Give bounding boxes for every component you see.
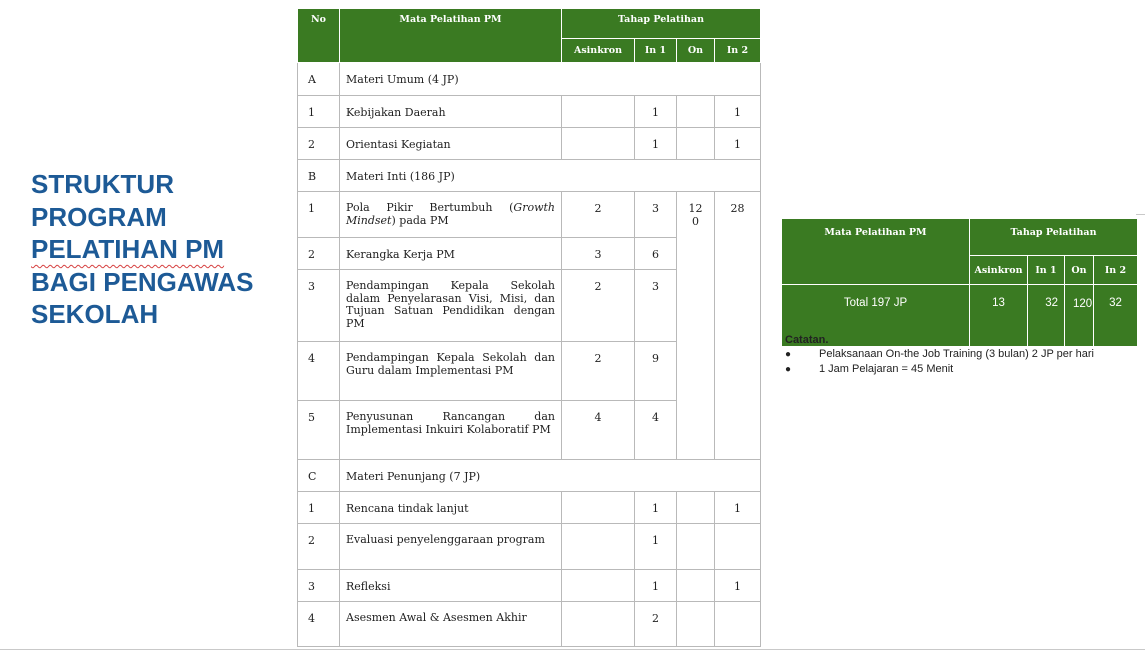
- edge-divider: [1136, 214, 1145, 215]
- row-subject: Asesmen Awal & Asesmen Akhir: [340, 602, 562, 647]
- title-line-2: PROGRAM: [31, 201, 167, 232]
- row-subject: [340, 192, 562, 238]
- bullet-icon: ●: [785, 349, 792, 360]
- header-in2: In 2: [715, 39, 761, 63]
- note-text: Pelaksanaan On-the Job Training (3 bulan) 2 JP per hari: [819, 348, 1094, 360]
- table-row: [298, 128, 761, 160]
- section-title: Materi Umum (4 JP): [340, 63, 761, 96]
- summary-header-in2: In 2: [1094, 256, 1138, 285]
- summary-in1: 32: [1028, 285, 1065, 347]
- summary-total-label: Total 197 JP: [782, 285, 970, 347]
- summary-header-stages: Tahap Pelatihan: [970, 219, 1138, 256]
- summary-header-asinkron: Asinkron: [970, 256, 1028, 285]
- row-subject: Refleksi: [340, 570, 562, 602]
- row-no: 1: [298, 96, 340, 128]
- row-in1: 4: [635, 401, 677, 460]
- row-in2: 1: [715, 128, 761, 160]
- notes-title: Catatan.: [785, 334, 829, 346]
- note-item: [785, 362, 1094, 377]
- row-asinkron: [562, 128, 635, 160]
- row-subject: Evaluasi penyelenggaraan program: [340, 524, 562, 570]
- table-row: [298, 570, 761, 602]
- section-title: Materi Inti (186 JP): [340, 160, 761, 192]
- row-in1: 3: [635, 270, 677, 342]
- subject-suffix: ) pada PM: [391, 213, 449, 227]
- note-item: [785, 347, 1094, 362]
- row-subject: Rencana tindak lanjut: [340, 492, 562, 524]
- summary-asinkron: 13: [970, 285, 1028, 347]
- summary-header-in1: In 1: [1028, 256, 1065, 285]
- row-on: [677, 570, 715, 602]
- row-in2: [715, 524, 761, 570]
- section-title: Materi Penunjang (7 JP): [340, 460, 761, 492]
- row-subject: Penyusunan Rancangan dan Implementasi Inkuiri Kolaboratif PM: [340, 401, 562, 460]
- row-no: 2: [298, 128, 340, 160]
- merged-in2-value: 28: [715, 192, 761, 460]
- bullet-icon: ●: [785, 364, 792, 375]
- table-row: [298, 192, 761, 238]
- row-no: 2: [298, 238, 340, 270]
- row-subject: Kerangka Kerja PM: [340, 238, 562, 270]
- header-on: On: [677, 39, 715, 63]
- row-on: [677, 602, 715, 647]
- section-row-a: [298, 63, 761, 96]
- summary-header-subject: Mata Pelatihan PM: [782, 219, 970, 285]
- row-no: 2: [298, 524, 340, 570]
- row-no: 1: [298, 192, 340, 238]
- header-no: No: [298, 9, 340, 63]
- subject-italic: Growth Mindset: [346, 201, 555, 227]
- table-row: [298, 96, 761, 128]
- row-asinkron: [562, 602, 635, 647]
- subject-prefix: Pola Pikir Bertumbuh (: [346, 201, 514, 214]
- row-in2: 1: [715, 570, 761, 602]
- section-row-c: [298, 460, 761, 492]
- table-row: [298, 524, 761, 570]
- header-in1: In 1: [635, 39, 677, 63]
- row-asinkron: [562, 96, 635, 128]
- row-in1: 1: [635, 96, 677, 128]
- row-in1: 1: [635, 524, 677, 570]
- header-subject: Mata Pelatihan PM: [340, 9, 562, 63]
- row-subject: Orientasi Kegiatan: [340, 128, 562, 160]
- section-code: C: [298, 460, 340, 492]
- table-row: [298, 602, 761, 647]
- row-in1: 1: [635, 570, 677, 602]
- row-no: 1: [298, 492, 340, 524]
- row-in1: 6: [635, 238, 677, 270]
- row-on: [677, 524, 715, 570]
- header-asinkron: Asinkron: [562, 39, 635, 63]
- row-asinkron: [562, 492, 635, 524]
- row-in2: 1: [715, 492, 761, 524]
- bottom-divider: [0, 649, 1145, 650]
- row-on: [677, 128, 715, 160]
- summary-header-on: On: [1065, 256, 1094, 285]
- curriculum-table: [297, 8, 761, 647]
- row-asinkron: [562, 570, 635, 602]
- row-in1: 9: [635, 342, 677, 401]
- row-on: [677, 492, 715, 524]
- section-row-b: [298, 160, 761, 192]
- note-text: 1 Jam Pelajaran = 45 Menit: [819, 363, 954, 375]
- row-in1: 2: [635, 602, 677, 647]
- row-no: 4: [298, 602, 340, 647]
- header-stages: Tahap Pelatihan: [562, 9, 761, 39]
- notes: [785, 334, 1094, 377]
- merged-on-value: 120: [677, 192, 715, 460]
- slide-title: [31, 168, 281, 331]
- row-subject: Pendampingan Kepala Sekolah dan Guru dalam Implementasi PM: [340, 342, 562, 401]
- row-in1: 1: [635, 492, 677, 524]
- row-no: 5: [298, 401, 340, 460]
- title-line-5: SEKOLAH: [31, 299, 159, 329]
- row-asinkron: 3: [562, 238, 635, 270]
- row-subject: Pendampingan Kepala Sekolah dalam Penyelarasan Visi, Misi, dan Tujuan Satuan Pendidikan dengan PM: [340, 270, 562, 342]
- row-on: [677, 96, 715, 128]
- row-in1: 3: [635, 192, 677, 238]
- summary-on: 120: [1065, 285, 1094, 347]
- summary-table: [781, 218, 1138, 347]
- title-line-4: BAGI PENGAWAS: [31, 266, 254, 297]
- title-line-1: STRUKTUR: [31, 169, 174, 199]
- section-code: A: [298, 63, 340, 96]
- summary-in2: 32: [1094, 285, 1138, 347]
- row-asinkron: 4: [562, 401, 635, 460]
- row-asinkron: [562, 524, 635, 570]
- table-row: [298, 492, 761, 524]
- title-line-3: PELATIHAN PM: [31, 234, 225, 264]
- row-no: 3: [298, 270, 340, 342]
- row-in2: 1: [715, 96, 761, 128]
- row-subject: Kebijakan Daerah: [340, 96, 562, 128]
- row-in1: 1: [635, 128, 677, 160]
- row-asinkron: 2: [562, 342, 635, 401]
- row-no: 3: [298, 570, 340, 602]
- row-asinkron: 2: [562, 270, 635, 342]
- row-asinkron: 2: [562, 192, 635, 238]
- section-code: B: [298, 160, 340, 192]
- row-in2: [715, 602, 761, 647]
- row-no: 4: [298, 342, 340, 401]
